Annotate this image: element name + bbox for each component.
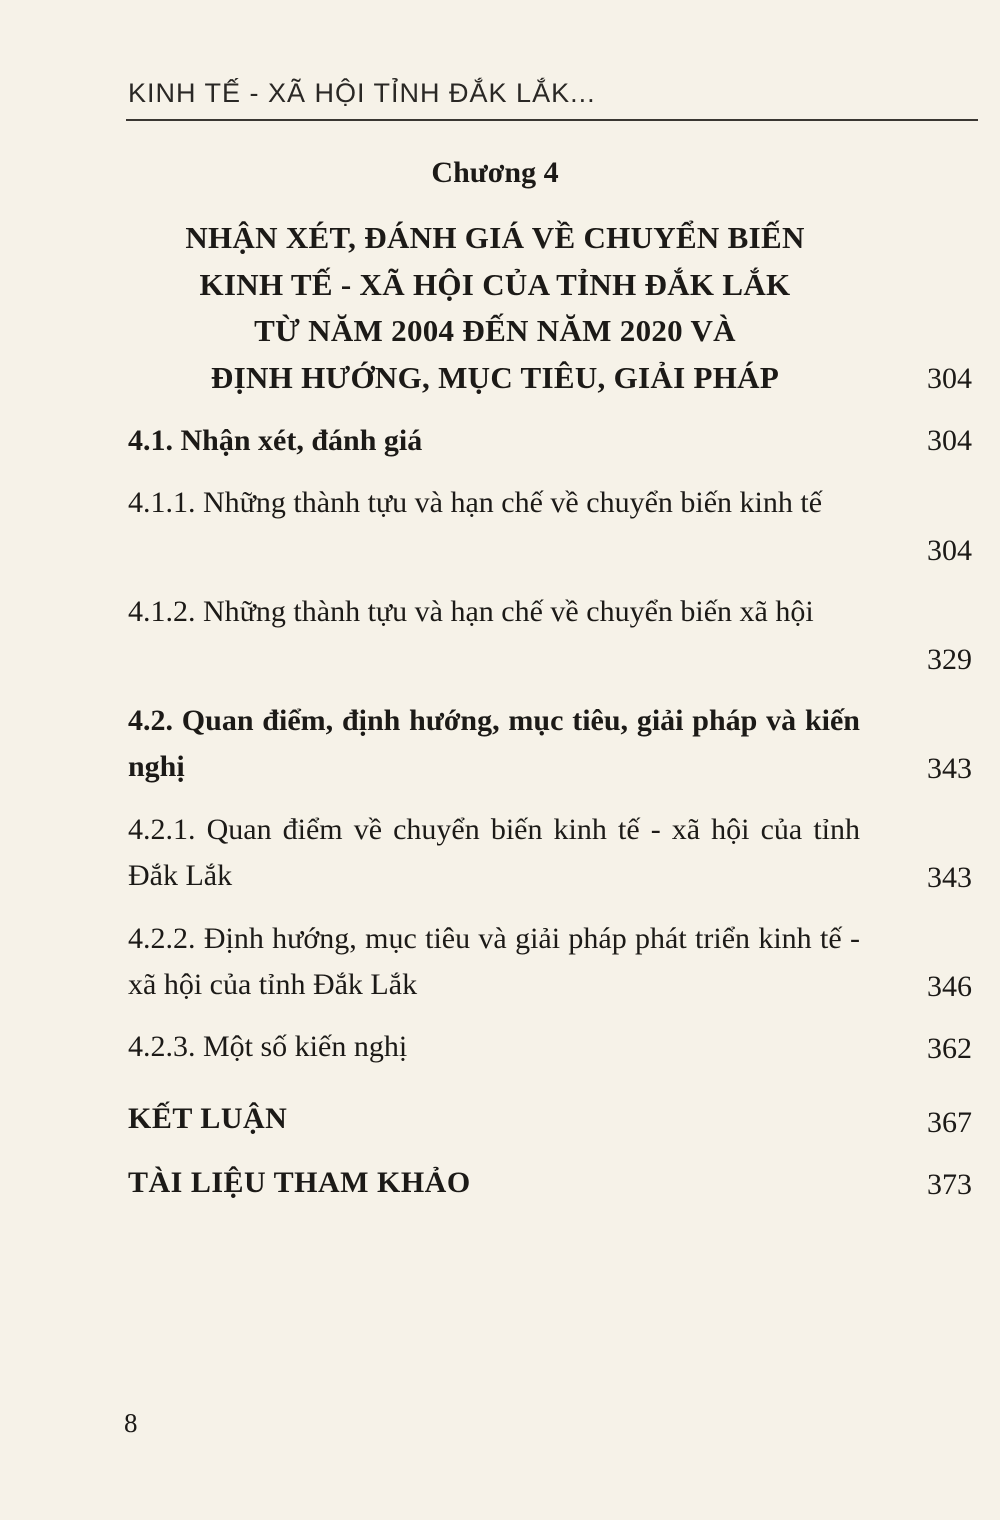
toc-entry: 4.2. Quan điểm, định hướng, mục tiêu, giải pháp và kiến nghị <box>128 704 860 783</box>
toc-entry: 4.2.2. Định hướng, mục tiêu và giải pháp phát triển kinh tế - xã hội của tỉnh Đắk Lắk <box>128 922 860 1001</box>
running-head: KINH TẾ - XÃ HỘI TỈNH ĐẮK LẮK... <box>128 78 596 108</box>
toc-entry: TÀI LIỆU THAM KHẢO <box>128 1166 471 1199</box>
toc-entry: KẾT LUẬN <box>128 1102 288 1135</box>
toc-entry: 4.1.2. Những thành tựu và hạn chế về chuyển biến xã hội <box>128 595 814 628</box>
chapter-title-line: NHẬN XÉT, ĐÁNH GIÁ VỀ CHUYỂN BIẾN <box>185 220 805 255</box>
toc-page-number: 304 <box>927 534 972 567</box>
chapter-title-line: TỪ NĂM 2004 ĐẾN NĂM 2020 VÀ <box>254 313 736 348</box>
chapter-page-number: 304 <box>927 362 972 395</box>
toc-page-number: 367 <box>927 1106 972 1139</box>
toc-entry: 4.2.1. Quan điểm về chuyển biến kinh tế - xã hội của tỉnh Đắk Lắk <box>128 813 860 892</box>
toc-page-number: 346 <box>927 970 972 1003</box>
toc-page-number: 362 <box>927 1032 972 1065</box>
toc-page-number: 343 <box>927 861 972 894</box>
chapter-title-line: ĐỊNH HƯỚNG, MỤC TIÊU, GIẢI PHÁP <box>210 360 780 395</box>
chapter-label: Chương 4 <box>431 156 559 189</box>
toc-page-number: 329 <box>927 643 972 676</box>
header-rule <box>126 119 978 121</box>
toc-page-number: 304 <box>927 424 972 457</box>
toc-entry: 4.1. Nhận xét, đánh giá <box>128 424 423 457</box>
toc-page-number: 343 <box>927 752 972 785</box>
toc-page-number: 373 <box>927 1168 972 1201</box>
toc-entry: 4.1.1. Những thành tựu và hạn chế về chuyển biến kinh tế <box>128 486 823 519</box>
page-folio: 8 <box>124 1408 138 1438</box>
chapter-title-line: KINH TẾ - XÃ HỘI CỦA TỈNH ĐẮK LẮK <box>199 267 791 302</box>
toc-entry: 4.2.3. Một số kiến nghị <box>128 1030 408 1063</box>
